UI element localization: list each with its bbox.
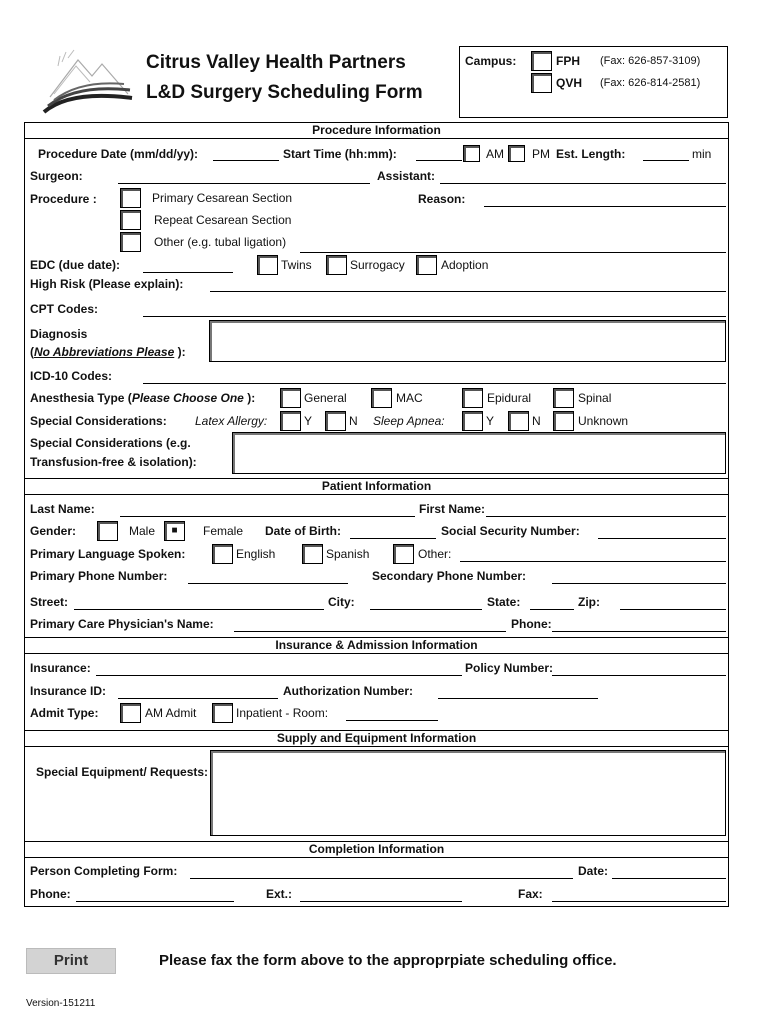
other-language-checkbox[interactable] bbox=[393, 544, 414, 564]
anesthesia-label-post: ): bbox=[243, 391, 256, 405]
anesthesia-label bbox=[30, 391, 255, 405]
pm-checkbox[interactable] bbox=[508, 145, 525, 162]
special-considerations-eg-line2: Transfusion-free & isolation): bbox=[30, 455, 197, 469]
policy-number-field[interactable] bbox=[552, 675, 726, 676]
inpatient-room-field[interactable] bbox=[346, 720, 438, 721]
female-label: Female bbox=[203, 524, 244, 538]
city-field[interactable] bbox=[370, 609, 482, 610]
reason-field-2[interactable] bbox=[300, 252, 726, 253]
pcp-phone-label: Phone: bbox=[511, 617, 552, 631]
latex-no-checkbox[interactable] bbox=[325, 411, 346, 431]
pm-label: PM bbox=[532, 147, 550, 161]
no-abbrev-text: No Abbreviations Please bbox=[34, 345, 175, 359]
qvh-checkbox[interactable] bbox=[531, 73, 552, 93]
campus-label: Campus: bbox=[465, 54, 517, 68]
sleep-no-checkbox[interactable] bbox=[508, 411, 529, 431]
adoption-label: Adoption bbox=[441, 258, 489, 272]
secondary-phone-label: Secondary Phone Number: bbox=[372, 569, 527, 583]
other-procedure-checkbox[interactable] bbox=[120, 232, 141, 252]
icd10-field[interactable] bbox=[143, 383, 726, 384]
assistant-field[interactable] bbox=[440, 183, 726, 184]
insurance-field[interactable] bbox=[96, 675, 462, 676]
spinal-anesthesia-checkbox[interactable] bbox=[553, 388, 574, 408]
dob-field[interactable] bbox=[350, 538, 436, 539]
sleep-apnea-label: Sleep Apnea: bbox=[373, 414, 445, 428]
version-label: Version-151211 bbox=[26, 998, 96, 1009]
sleep-yes-checkbox[interactable] bbox=[462, 411, 483, 431]
insurance-section-header: Insurance & Admission Information bbox=[24, 637, 729, 654]
repeat-cesarean-label: Repeat Cesarean Section bbox=[154, 213, 292, 227]
insurance-id-label: Insurance ID: bbox=[30, 684, 107, 698]
qvh-fax: (Fax: 626-814-2581) bbox=[600, 77, 701, 89]
diagnosis-label: Diagnosis bbox=[30, 327, 88, 341]
authorization-field[interactable] bbox=[438, 698, 598, 699]
special-considerations-field[interactable] bbox=[232, 432, 726, 474]
surrogacy-checkbox[interactable] bbox=[326, 255, 347, 275]
pcp-field[interactable] bbox=[234, 631, 506, 632]
no-abbrev-close: ): bbox=[174, 345, 186, 359]
completion-fax-field[interactable] bbox=[552, 901, 726, 902]
admit-type-label: Admit Type: bbox=[30, 706, 99, 720]
est-length-label: Est. Length: bbox=[556, 147, 626, 161]
adoption-checkbox[interactable] bbox=[416, 255, 437, 275]
high-risk-label: High Risk (Please explain): bbox=[30, 277, 184, 291]
policy-number-label: Policy Number: bbox=[465, 661, 554, 675]
state-label: State: bbox=[487, 595, 521, 609]
sleep-no-label: N bbox=[532, 414, 541, 428]
ext-label: Ext.: bbox=[266, 887, 293, 901]
print-button[interactable]: Print bbox=[26, 948, 116, 974]
secondary-phone-field[interactable] bbox=[552, 583, 726, 584]
primary-cesarean-label: Primary Cesarean Section bbox=[152, 191, 293, 205]
patient-section-header: Patient Information bbox=[24, 478, 729, 495]
no-abbrev-open: ( bbox=[30, 345, 34, 359]
state-field[interactable] bbox=[530, 609, 574, 610]
fph-fax: (Fax: 626-857-3109) bbox=[600, 55, 701, 67]
epidural-anesthesia-label: Epidural bbox=[487, 391, 532, 405]
epidural-anesthesia-checkbox[interactable] bbox=[462, 388, 483, 408]
english-label: English bbox=[236, 547, 276, 561]
start-time-label: Start Time (hh:mm): bbox=[283, 147, 397, 161]
ssn-label: Social Security Number: bbox=[441, 524, 580, 538]
last-name-field[interactable] bbox=[120, 516, 415, 517]
special-equipment-field[interactable] bbox=[210, 750, 726, 836]
completion-section-header: Completion Information bbox=[24, 841, 729, 858]
special-considerations-eg-line1: Special Considerations (e.g. bbox=[30, 436, 191, 450]
mac-anesthesia-label: MAC bbox=[396, 391, 423, 405]
reason-field-1[interactable] bbox=[484, 206, 726, 207]
procedure-date-field[interactable] bbox=[213, 160, 279, 161]
start-time-field[interactable] bbox=[416, 160, 462, 161]
latex-yes-label: Y bbox=[304, 414, 313, 428]
person-completing-field[interactable] bbox=[190, 878, 573, 879]
special-equipment-label: Special Equipment/ Requests: bbox=[36, 765, 209, 779]
special-considerations-label: Special Considerations: bbox=[30, 414, 167, 428]
mountain-logo-icon bbox=[40, 42, 140, 118]
no-abbreviations-note bbox=[30, 345, 186, 359]
inpatient-label: Inpatient - Room: bbox=[236, 706, 329, 720]
assistant-label: Assistant: bbox=[377, 169, 436, 183]
am-checkbox[interactable] bbox=[463, 145, 480, 162]
female-checkbox[interactable] bbox=[164, 521, 185, 541]
latex-allergy-label: Latex Allergy: bbox=[195, 414, 268, 428]
zip-label: Zip: bbox=[578, 595, 600, 609]
sleep-unknown-label: Unknown bbox=[578, 414, 629, 428]
anesthesia-label-pre: Anesthesia Type ( bbox=[30, 391, 132, 405]
pcp-phone-field[interactable] bbox=[552, 631, 726, 632]
twins-label: Twins bbox=[281, 258, 312, 272]
am-admit-checkbox[interactable] bbox=[120, 703, 141, 723]
ext-field[interactable] bbox=[300, 901, 462, 902]
form-title-line1: Citrus Valley Health Partners bbox=[146, 52, 406, 73]
street-label: Street: bbox=[30, 595, 69, 609]
latex-yes-checkbox[interactable] bbox=[280, 411, 301, 431]
edc-label: EDC (due date): bbox=[30, 258, 120, 272]
sleep-unknown-checkbox[interactable] bbox=[553, 411, 574, 431]
form-title-line2: L&D Surgery Scheduling Form bbox=[146, 82, 423, 103]
pcp-label: Primary Care Physician's Name: bbox=[30, 617, 214, 631]
logo bbox=[40, 42, 140, 118]
fph-checkbox[interactable] bbox=[531, 51, 552, 71]
twins-checkbox[interactable] bbox=[257, 255, 278, 275]
supply-section-header: Supply and Equipment Information bbox=[24, 730, 729, 747]
procedure-label: Procedure : bbox=[30, 192, 97, 206]
inpatient-checkbox[interactable] bbox=[212, 703, 233, 723]
completion-date-label: Date: bbox=[578, 864, 609, 878]
first-name-label: First Name: bbox=[419, 502, 486, 516]
insurance-label: Insurance: bbox=[30, 661, 91, 675]
procedure-section-header: Procedure Information bbox=[24, 122, 729, 139]
general-anesthesia-checkbox[interactable] bbox=[280, 388, 301, 408]
spinal-anesthesia-label: Spinal bbox=[578, 391, 612, 405]
other-language-field[interactable] bbox=[460, 561, 726, 562]
high-risk-field[interactable] bbox=[210, 291, 726, 292]
sleep-yes-label: Y bbox=[486, 414, 495, 428]
authorization-label: Authorization Number: bbox=[283, 684, 413, 698]
anesthesia-label-italic: Please Choose One bbox=[131, 391, 244, 405]
zip-field[interactable] bbox=[620, 609, 726, 610]
person-completing-label: Person Completing Form: bbox=[30, 864, 178, 878]
street-field[interactable] bbox=[74, 609, 324, 610]
est-length-field[interactable] bbox=[643, 160, 689, 161]
cpt-field[interactable] bbox=[143, 316, 726, 317]
repeat-cesarean-checkbox[interactable] bbox=[120, 210, 141, 230]
general-anesthesia-label: General bbox=[304, 391, 347, 405]
city-label: City: bbox=[328, 595, 355, 609]
female-checked-mark: ■ bbox=[171, 525, 178, 536]
surrogacy-label: Surrogacy bbox=[350, 258, 405, 272]
male-label: Male bbox=[129, 524, 156, 538]
male-checkbox[interactable] bbox=[97, 521, 118, 541]
primary-cesarean-checkbox[interactable] bbox=[120, 188, 141, 208]
surgeon-label: Surgeon: bbox=[30, 169, 83, 183]
dob-label: Date of Birth: bbox=[265, 524, 341, 538]
gender-label: Gender: bbox=[30, 524, 77, 538]
primary-phone-field[interactable] bbox=[188, 583, 348, 584]
am-admit-label: AM Admit bbox=[145, 706, 197, 720]
completion-fax-label: Fax: bbox=[518, 887, 543, 901]
cpt-label: CPT Codes: bbox=[30, 302, 99, 316]
am-label: AM bbox=[486, 147, 504, 161]
primary-phone-label: Primary Phone Number: bbox=[30, 569, 168, 583]
other-procedure-label: Other (e.g. tubal ligation) bbox=[154, 235, 287, 249]
diagnosis-field[interactable] bbox=[209, 320, 726, 362]
completion-phone-field[interactable] bbox=[76, 901, 234, 902]
surgeon-field[interactable] bbox=[118, 183, 370, 184]
min-label: min bbox=[692, 147, 712, 161]
other-language-label: Other: bbox=[418, 547, 452, 561]
mac-anesthesia-checkbox[interactable] bbox=[371, 388, 392, 408]
insurance-id-field[interactable] bbox=[118, 698, 278, 699]
last-name-label: Last Name: bbox=[30, 502, 95, 516]
spanish-checkbox[interactable] bbox=[302, 544, 323, 564]
first-name-field[interactable] bbox=[486, 516, 726, 517]
latex-no-label: N bbox=[349, 414, 358, 428]
qvh-label: QVH bbox=[556, 76, 583, 90]
procedure-date-label: Procedure Date (mm/dd/yy): bbox=[38, 147, 199, 161]
completion-phone-label: Phone: bbox=[30, 887, 71, 901]
english-checkbox[interactable] bbox=[212, 544, 233, 564]
completion-date-field[interactable] bbox=[612, 878, 726, 879]
ssn-field[interactable] bbox=[598, 538, 726, 539]
reason-label: Reason: bbox=[418, 192, 466, 206]
language-label: Primary Language Spoken: bbox=[30, 547, 186, 561]
spanish-label: Spanish bbox=[326, 547, 370, 561]
edc-field[interactable] bbox=[143, 272, 233, 273]
icd10-label: ICD-10 Codes: bbox=[30, 369, 113, 383]
fax-instruction: Please fax the form above to the approprpiate scheduling office. bbox=[159, 952, 617, 969]
fph-label: FPH bbox=[556, 54, 580, 68]
